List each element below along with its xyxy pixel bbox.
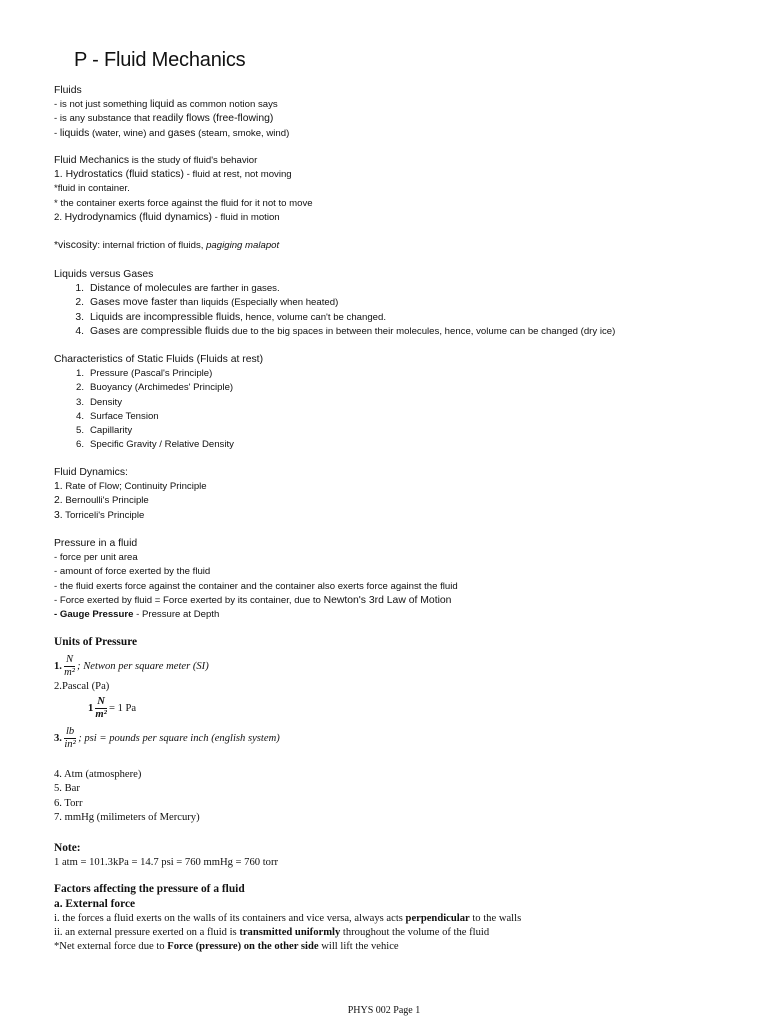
list-item: 1. Pressure (Pascal's Principle) [75,368,213,380]
fraction-n-over-m2: $\frac{N}{\text{m²}}$ [64,654,75,678]
section-liquids-vs-gases [54,268,615,339]
list-item: 3. Liquids are incompressible fluids, hence, volume can't be changed. [75,311,387,323]
list-item: 7. mmHg (milimeters of Mercury) [54,811,200,823]
units-more-list [54,768,280,825]
fluids-heading: Fluids [54,85,82,96]
hydrostatics-note-2: * the container exerts force against the fluid for it not to move [54,197,313,209]
list-item: 2. Bernoulli's Principle [54,495,149,507]
list-item: 1. Rate of Flow; Continuity Principle [54,481,207,493]
list-item: 4. Atm (atmosphere) [54,769,142,781]
factors-line-ii: ii. an external pressure exerted on a fluid is transmitted uniformly throughout the volume of the fluid [54,927,490,939]
section-pressure [54,537,458,622]
units-heading: Units of Pressure [54,636,138,648]
factors-line-i: i. the forces a fluid exerts on the walls of its containers and vice versa, always acts perpendicular to the walls [54,913,522,924]
list-item: 5. Capillarity [75,425,133,437]
pressure-line-2: - amount of force exerted by the fluid [54,566,211,578]
list-item: 6. Torr [54,797,83,809]
static-fluids-heading: Characteristics of Static Fluids (Fluids at rest) [54,354,264,365]
list-item: 2. Gases move faster than liquids (Especially when heated) [75,297,339,309]
section-factors [54,882,521,955]
pressure-heading: Pressure in a fluid [54,538,138,549]
pressure-line-3: - the fluid exerts force against the container and the container also exerts force against the fluid [54,580,458,592]
fraction-n-over-m2: $\frac{N}{\text{m²}}$ [95,696,107,721]
hydrodynamics-line: 2. Hydrodynamics (fluid dynamics) - fluid in motion [54,211,280,223]
list-item: 3. Density [75,396,122,408]
list-item: 5. Bar [54,783,80,795]
page-footer: PHYS 002 Page 1 [347,1005,421,1016]
fraction-lb-over-in2: $\frac{lb}{\text{in²}}$ [64,726,76,751]
unit-1: 1. $\frac{N}{\text{m²}}$ ; Netwon per square meter (SI) [54,654,209,678]
mechanics-definition: Fluid Mechanics is the study of fluid's behavior [54,155,258,166]
hydrostatics-line: 1. Hydrostatics (fluid statics) - fluid at rest, not moving [54,169,292,181]
fluids-line-2: - is any substance that readily flows (free-flowing) [54,113,274,125]
list-item: 6. Specific Gravity / Relative Density [75,439,234,451]
pressure-line-1: - force per unit area [54,552,138,564]
list-item: 3. Torriceli's Principle [54,509,145,521]
section-units [54,635,280,825]
note-heading: Note: [54,842,81,854]
fluids-line-3: - liquids (water, wine) and gases (steam, smoke, wind) [54,127,290,139]
page-title: P - Fluid Mechanics [74,49,246,71]
list-item: 4. Surface Tension [75,410,159,422]
note-conversion: 1 atm = 101.3kPa = 14.7 psi = 760 mmHg = 760 torr [54,857,278,868]
section-note [54,841,278,870]
fluid-dynamics-heading: Fluid Dynamics: [54,467,128,478]
list-item: 2. Buoyancy (Archimedes' Principle) [75,382,234,394]
section-fluids [54,84,289,141]
viscosity-line: *viscosity: internal friction of fluids, pagiging malapot [54,240,280,252]
factors-heading: Factors affecting the pressure of a fluid [54,883,245,895]
list-item: 1. Distance of molecules are farther in gases. [75,283,280,295]
hydrostatics-note-1: *fluid in container. [54,183,130,195]
liquids-vs-gases-heading: Liquids versus Gases [54,269,154,280]
section-fluid-dynamics [54,466,207,523]
unit-3: 3. $\frac{lb}{\text{in²}}$ ; psi = pounds per square inch (english system) [54,726,280,751]
list-item: 4. Gases are compressible fluids due to the big spaces in between their molecules, hence, volume can be changed (dry ice) [75,325,616,337]
pressure-newton-line: - Force exerted by fluid = Force exerted by its container, due to Newton's 3rd Law of Motion [54,594,452,606]
factors-line-iii: *Net external force due to Force (pressure) on the other side will lift the vehice [54,941,399,953]
pascal-equation: 1 $\frac{N}{\text{m²}}$ = 1 Pa [88,696,137,721]
section-static-fluids [54,353,263,452]
fluids-line-1: - is not just something liquid as common notion says [54,99,278,111]
factors-sub-heading: a. External force [54,898,136,910]
pressure-gauge-line: - Gauge Pressure - Pressure at Depth [54,609,220,621]
unit-2: 2.Pascal (Pa) [54,681,110,692]
section-mechanics [54,154,313,253]
